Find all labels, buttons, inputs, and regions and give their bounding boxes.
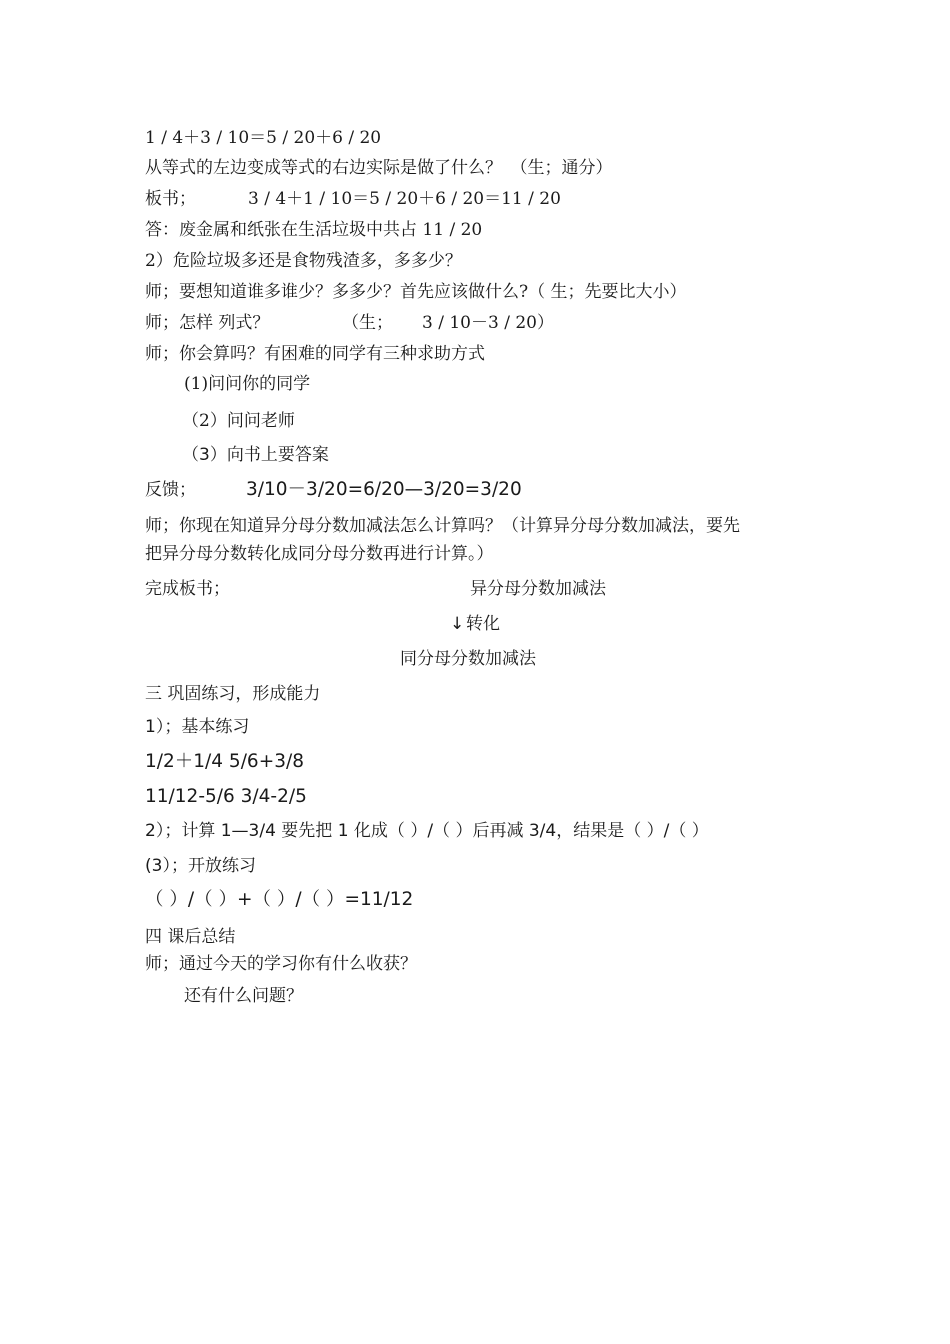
feedback-formula: 3/10－3/20=6/20—3/20=3/20 [246,479,522,500]
answer-line: 答：废金属和纸张在生活垃圾中共占 11 / 20 [145,220,483,240]
teacher-method-line-2: 把异分母分数转化成同分母分数再进行计算。） [145,544,494,564]
equation-line: 1 / 4＋3 / 10＝5 / 20＋6 / 20 [145,128,382,148]
summary-line-2: 还有什么问题？ [184,986,303,1006]
help-option-1: (1)问问你的同学 [184,374,311,394]
board-label: 板书； [145,189,196,209]
exercise-3-formula: （ ）/（ ）+（ ）/（ ）=11/12 [145,889,414,910]
board-formula: 3 / 4＋1 / 10＝5 / 20＋6 / 20＝11 / 20 [248,189,561,209]
teacher-formula-question: 师；怎样 列式？ [145,313,270,333]
student-response-formula: 3 / 10－3 / 20） [422,313,554,333]
down-arrow-icon: ↓ [450,614,465,634]
question-2-line: 2）危险垃圾多还是食物残渣多，多多少？ [145,251,462,271]
summary-line-1: 师；通过今天的学习你有什么收获？ [145,954,417,974]
board-arrow-text: 转化 [466,614,500,634]
exercise-2-line: 2）；计算 1—3/4 要先把 1 化成（ ）/（ ）后再减 3/4，结果是（ ）/（ ） [145,821,709,841]
exercise-1-row-1: 1/2＋1/4 5/6+3/8 [145,751,304,772]
feedback-label: 反馈； [145,480,196,500]
help-option-3: （3）向书上要答案 [182,445,329,465]
section-4-heading: 四 课后总结 [145,927,236,947]
help-option-2: （2）问问老师 [182,411,295,431]
exercise-1-row-2: 11/12-5/6 3/4-2/5 [145,786,307,807]
exercise-3-title: (3）；开放练习 [145,856,256,876]
question-line: 从等式的左边变成等式的右边实际是做了什么？ （生；通分） [145,158,613,178]
board-complete-label: 完成板书； [145,579,230,599]
exercise-1-title: 1）；基本练习 [145,717,250,737]
teacher-help-line: 师；你会算吗？有困难的同学有三种求助方式 [145,344,485,364]
board-top-text: 异分母分数加减法 [470,579,606,599]
section-3-heading: 三 巩固练习，形成能力 [145,684,321,704]
student-response-label: （生； [342,313,393,333]
teacher-question-line: 师；要想知道谁多谁少？多多少？首先应该做什么?（ 生；先要比大小） [145,282,687,302]
board-bottom-text: 同分母分数加减法 [400,649,536,669]
teacher-method-line-1: 师；你现在知道异分母分数加减法怎么计算吗？（计算异分母分数加减法，要先 [145,516,740,536]
